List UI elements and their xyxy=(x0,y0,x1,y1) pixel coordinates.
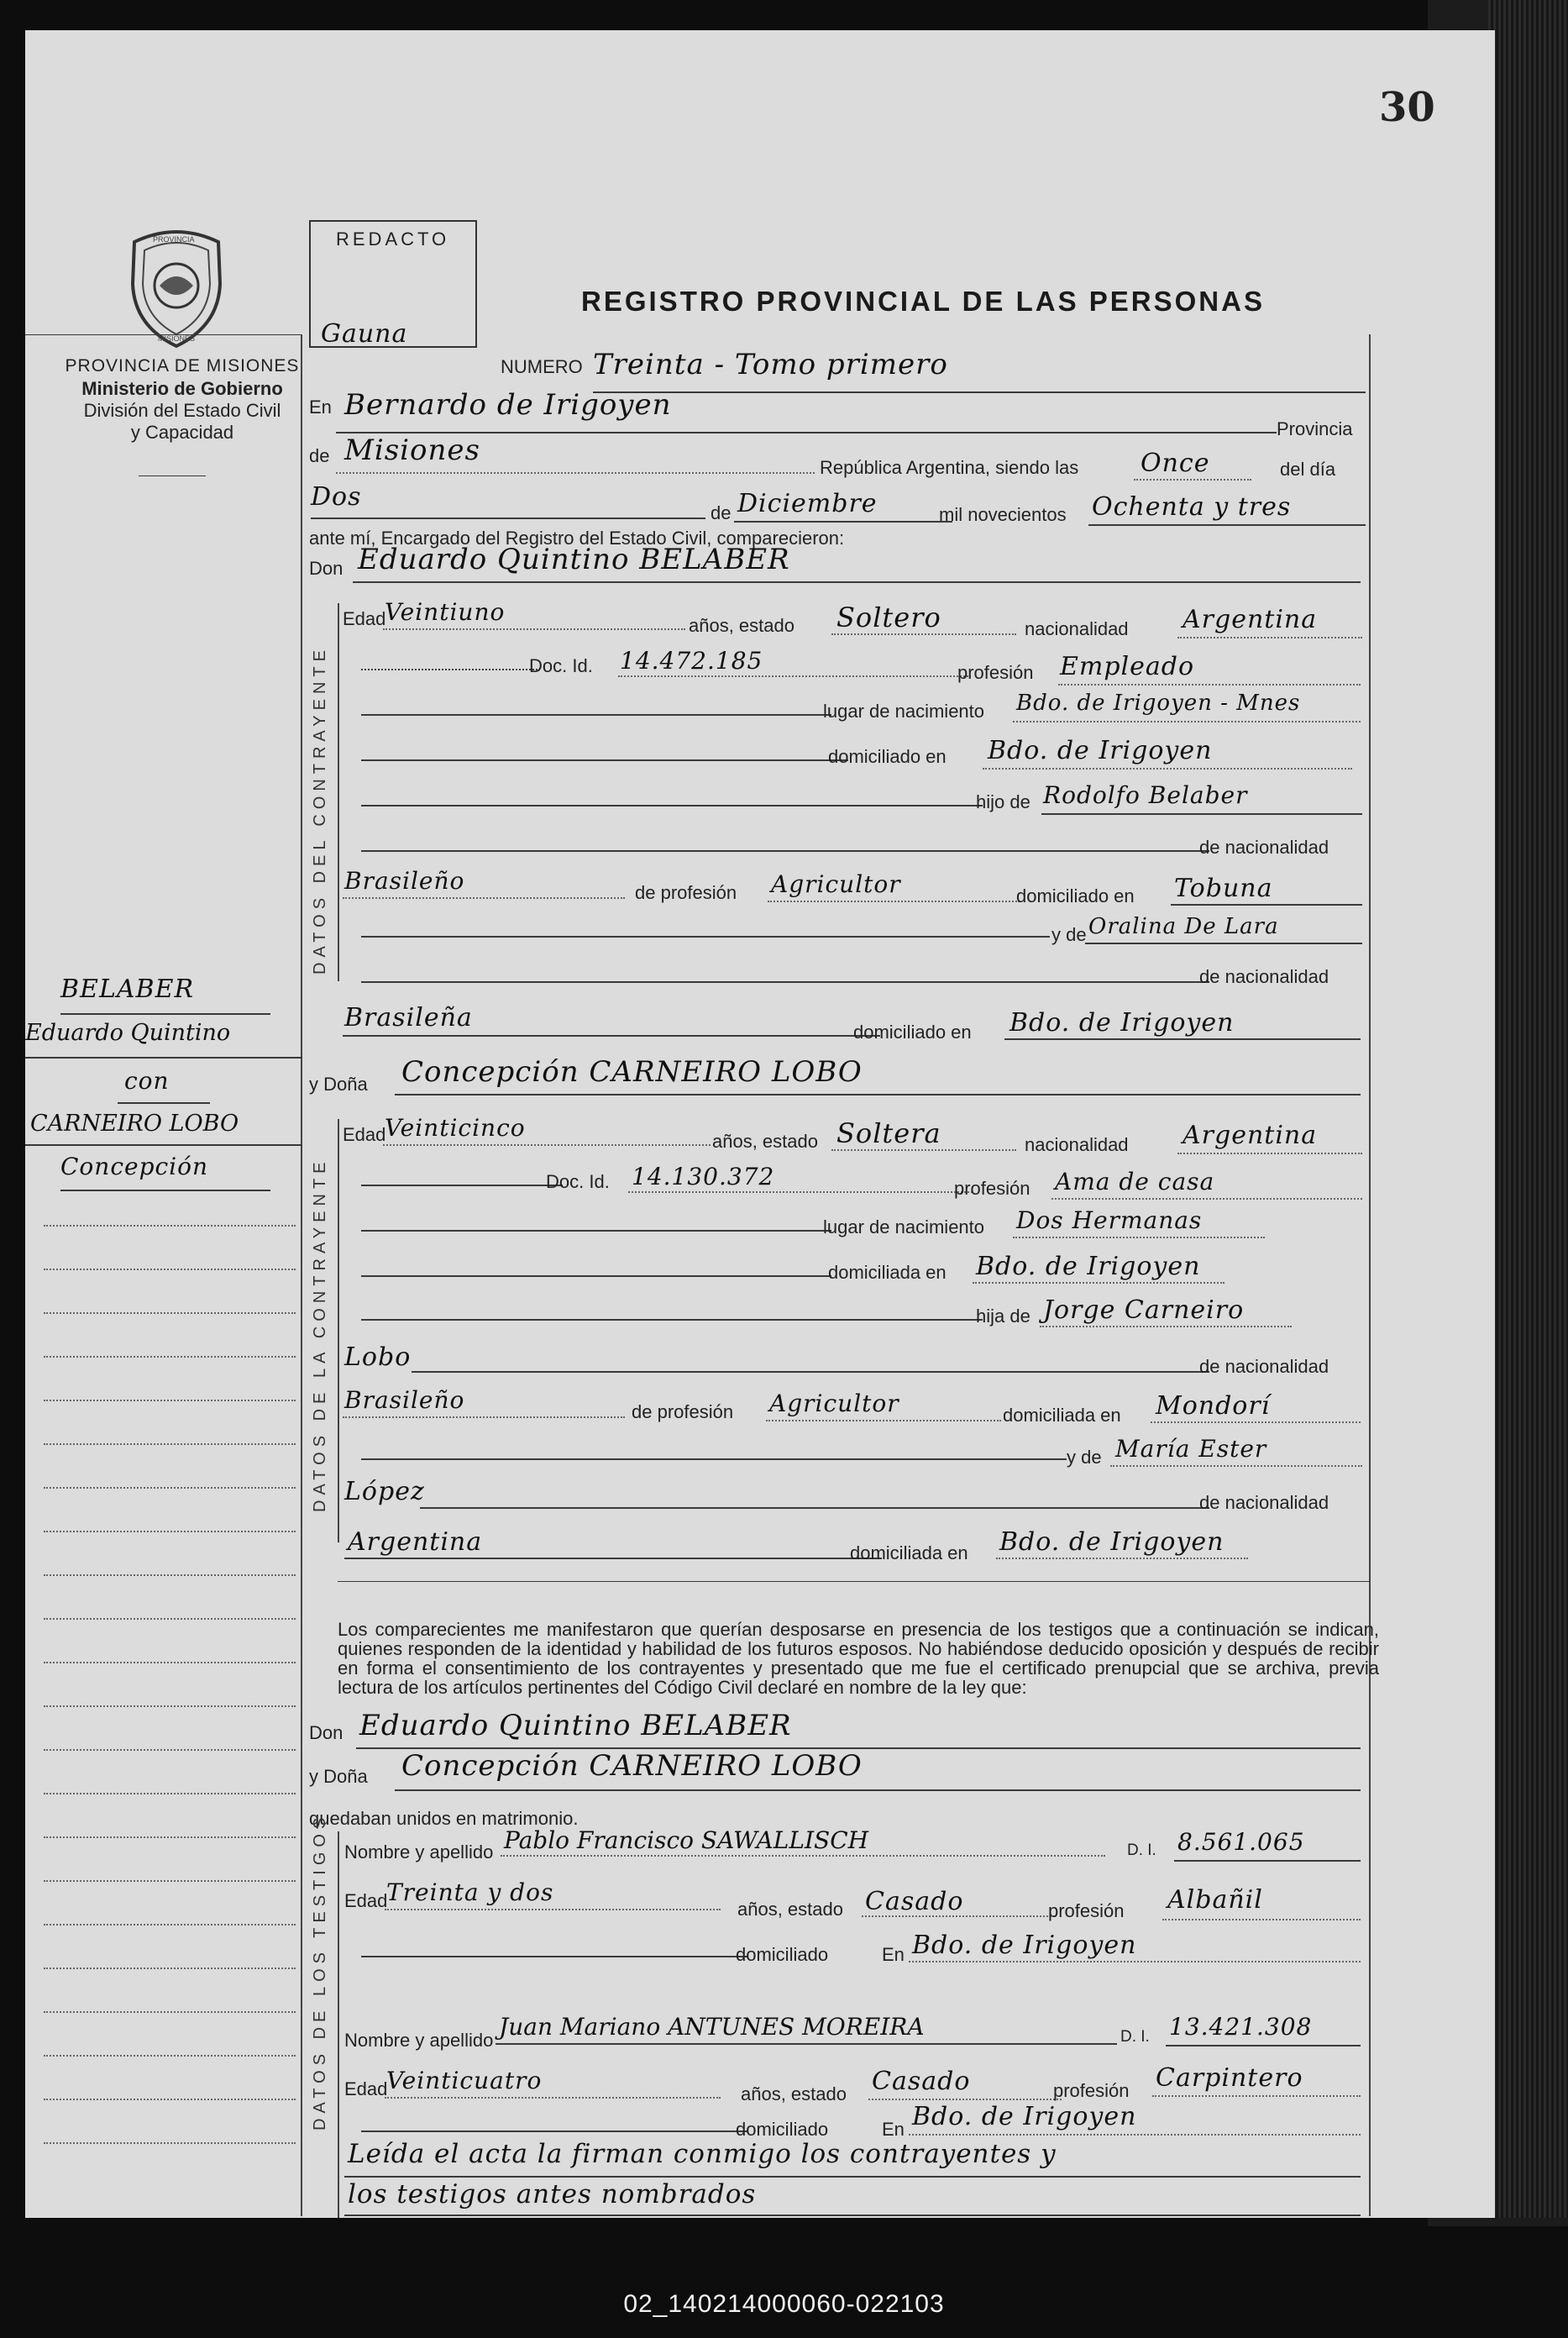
bride-padre-domicilio: Mondorí xyxy=(1156,1391,1271,1421)
bride-edad: Veinticinco xyxy=(385,1114,526,1142)
margin-dot-6 xyxy=(44,1443,296,1445)
margin-dot-9 xyxy=(44,1574,296,1576)
book-cover-edge xyxy=(1488,0,1568,2218)
margin-dot-2 xyxy=(44,1269,296,1270)
decl-groom: Eduardo Quintino BELABER xyxy=(359,1709,792,1742)
profesion-label-4: profesión xyxy=(1053,2080,1130,2101)
de-nacionalidad-label-4: de nacionalidad xyxy=(1199,1492,1329,1513)
margin-line-4 xyxy=(25,1144,302,1146)
bride-padre-nac-line xyxy=(343,1416,625,1418)
domiciliada-en-label-3: domiciliada en xyxy=(850,1542,968,1563)
closing-line-2: los testigos antes nombrados xyxy=(348,2179,757,2209)
bride-domicilio: Bdo. de Irigoyen xyxy=(976,1252,1201,1281)
de-mes-label: de xyxy=(711,502,732,523)
provincial-seal xyxy=(118,225,235,351)
witness2-dom-pre xyxy=(361,2130,747,2132)
edad-label-3: Edad xyxy=(344,1890,388,1911)
groom-padre-nacionalidad: Brasileño xyxy=(344,867,465,895)
stamp-signature: Gauna xyxy=(321,319,408,349)
groom-padre-nac-line xyxy=(343,897,625,899)
decl-bride: Concepción CARNEIRO LOBO xyxy=(401,1749,863,1783)
margin-line-5 xyxy=(60,1190,270,1191)
domiciliado-en-label: domiciliado en xyxy=(828,746,947,767)
witness1-nombre: Pablo Francisco SAWALLISCH xyxy=(504,1826,869,1854)
seal-bottom-text: MISIONES xyxy=(158,334,196,343)
margin-note-line-2: Eduardo Quintino xyxy=(25,1020,231,1046)
margin-dot-20 xyxy=(44,2055,296,2057)
numero-label: NUMERO xyxy=(501,356,583,377)
groom-lugar-nacimiento: Bdo. de Irigoyen - Mnes xyxy=(1016,691,1301,716)
bride-profesion-line xyxy=(1051,1198,1362,1200)
y-de-label: y de xyxy=(1051,924,1087,945)
margin-dot-3 xyxy=(44,1312,296,1314)
witness1-edad-line xyxy=(385,1909,721,1910)
y-dona-label-2: y Doña xyxy=(309,1766,368,1787)
witness2-domicilio: Bdo. de Irigoyen xyxy=(912,2102,1137,2131)
bride-madre-domicilio: Bdo. de Irigoyen xyxy=(999,1527,1225,1557)
witness2-estado-line xyxy=(868,2099,1062,2100)
hora-line xyxy=(1134,479,1251,481)
groom-lugar-pre xyxy=(361,714,831,716)
groom-padre-domicilio: Tobuna xyxy=(1174,874,1273,903)
acta-numero: Treinta - Tomo primero xyxy=(593,348,948,381)
bride-doc-pre xyxy=(361,1185,563,1186)
witness2-nombre: Juan Mariano ANTUNES MOREIRA xyxy=(499,2013,925,2041)
en-label: En xyxy=(309,397,332,418)
ante-text: ante mí, Encargado del Registro del Estado Civil, comparecieron: xyxy=(309,528,845,549)
de-profesion-label-2: de profesión xyxy=(632,1401,734,1422)
de-label: de xyxy=(309,445,330,466)
office-line-3: División del Estado Civil xyxy=(83,400,281,421)
header-rule xyxy=(25,334,301,335)
bride-nombre: Concepción CARNEIRO LOBO xyxy=(401,1055,863,1089)
witness1-profesion: Albañil xyxy=(1167,1885,1263,1915)
witness2-nombre-line xyxy=(496,2043,1117,2045)
bride-hija-pre xyxy=(361,1319,983,1321)
bride-edad-line xyxy=(383,1144,711,1146)
nombre-apellido-label-2: Nombre y apellido xyxy=(344,2030,494,2051)
margin-dot-4 xyxy=(44,1356,296,1358)
bride-padre-cont: Lobo xyxy=(344,1342,412,1372)
groom-estado-line xyxy=(831,633,1016,635)
groom-hijo-pre xyxy=(361,805,983,806)
edad-label: Edad xyxy=(343,608,386,629)
groom-madre-nac-pre xyxy=(361,981,1209,983)
witness1-domicilio: Bdo. de Irigoyen xyxy=(912,1931,1137,1960)
anos-estado-label: años, estado xyxy=(689,615,794,636)
groom-madre-domicilio: Bdo. de Irigoyen xyxy=(1009,1008,1235,1038)
bride-madre-nacionalidad: Argentina xyxy=(348,1527,483,1557)
margin-dot-21 xyxy=(44,2099,296,2100)
provincia-label: Provincia xyxy=(1277,418,1353,439)
groom-side-label: DATOS DEL CONTRAYENTE xyxy=(311,645,329,975)
bride-lugar-pre xyxy=(361,1230,831,1232)
anos-estado-label-3: años, estado xyxy=(737,1899,843,1920)
margin-dot-22 xyxy=(44,2142,296,2144)
di-label: D. I. xyxy=(1127,1842,1156,1859)
groom-bracket xyxy=(338,603,339,981)
groom-profesion-line xyxy=(1058,684,1361,686)
groom-nacionalidad: Argentina xyxy=(1183,605,1318,634)
groom-madre-nac-line xyxy=(343,1035,880,1037)
decl-bride-line xyxy=(395,1789,1361,1791)
margin-dot-19 xyxy=(44,2011,296,2013)
margin-note-line-4: CARNEIRO LOBO xyxy=(30,1111,239,1137)
acta-localidad: Bernardo de Irigoyen xyxy=(344,388,672,422)
anos-estado-label-2: años, estado xyxy=(712,1131,818,1152)
margin-dot-1 xyxy=(44,1225,296,1227)
nombre-apellido-label: Nombre y apellido xyxy=(344,1842,494,1863)
witness1-edad: Treinta y dos xyxy=(386,1878,554,1906)
groom-profesion: Empleado xyxy=(1060,652,1195,681)
acta-mes: Diciembre xyxy=(737,489,878,518)
witness-side-label: DATOS DE LOS TESTIGOS xyxy=(311,1812,329,2130)
bride-nacionalidad: Argentina xyxy=(1183,1121,1318,1150)
acta-hora: Once xyxy=(1141,449,1210,478)
y-de-label-2: y de xyxy=(1067,1447,1102,1468)
margin-dot-15 xyxy=(44,1836,296,1838)
bride-block-bottom xyxy=(338,1581,1371,1582)
groom-domicilio: Bdo. de Irigoyen xyxy=(988,736,1213,765)
profesion-label: profesión xyxy=(957,662,1034,683)
margin-dot-13 xyxy=(44,1749,296,1751)
witness1-dom-pre xyxy=(361,1956,747,1957)
del-dia-label: del día xyxy=(1280,459,1336,480)
edad-label-4: Edad xyxy=(344,2078,388,2099)
domiciliada-en-label-2: domiciliada en xyxy=(1003,1405,1121,1426)
groom-doc: 14.472.185 xyxy=(620,647,763,675)
groom-nombre: Eduardo Quintino BELABER xyxy=(358,543,790,576)
seal-top-text: PROVINCIA xyxy=(153,235,195,244)
footer-code: 02_140214000060-022103 xyxy=(623,2290,945,2318)
bride-padre: Jorge Carneiro xyxy=(1043,1295,1245,1325)
witness2-di-line xyxy=(1166,2045,1361,2046)
acta-provincia: Misiones xyxy=(344,433,480,467)
domiciliado-label-2: domiciliado xyxy=(736,2119,829,2140)
provincia-line xyxy=(336,472,815,474)
witness2-domicilio-line xyxy=(909,2134,1361,2136)
witness1-estado: Casado xyxy=(865,1887,964,1916)
bride-lugar-nacimiento: Dos Hermanas xyxy=(1016,1206,1203,1234)
bride-doc: 14.130.372 xyxy=(632,1163,775,1190)
right-margin-rule xyxy=(1369,334,1371,2216)
bride-padre-dom-line xyxy=(1151,1421,1361,1423)
don-label-2: Don xyxy=(309,1722,343,1743)
page-number: 30 xyxy=(1379,84,1435,131)
hija-de-label: hija de xyxy=(976,1306,1030,1327)
nacionalidad-label: nacionalidad xyxy=(1025,618,1129,639)
margin-dot-14 xyxy=(44,1793,296,1794)
de-nacionalidad-label: de nacionalidad xyxy=(1199,837,1329,858)
margin-note-line-3: con xyxy=(124,1067,170,1095)
de-profesion-label: de profesión xyxy=(635,882,737,903)
header-title: REGISTRO PROVINCIAL DE LAS PERSONAS xyxy=(581,286,1265,317)
margin-dot-18 xyxy=(44,1968,296,1969)
witness2-estado: Casado xyxy=(872,2067,971,2096)
bride-domicilio-line xyxy=(973,1282,1225,1284)
profesion-label-3: profesión xyxy=(1048,1900,1125,1921)
nacionalidad-label-2: nacionalidad xyxy=(1025,1134,1129,1155)
witness2-edad-line xyxy=(385,2097,721,2099)
numero-line xyxy=(593,391,1366,393)
bride-madre-pre xyxy=(361,1458,1067,1460)
groom-padre: Rodolfo Belaber xyxy=(1043,781,1248,809)
margin-dot-16 xyxy=(44,1880,296,1882)
don-label: Don xyxy=(309,558,343,579)
bride-profesion: Ama de casa xyxy=(1055,1168,1215,1195)
anos-estado-label-4: años, estado xyxy=(741,2083,847,2104)
bride-padre-nacionalidad: Brasileño xyxy=(344,1386,465,1414)
left-margin-rule xyxy=(301,334,302,2216)
bride-bracket xyxy=(338,1119,339,1542)
margin-dot-12 xyxy=(44,1705,296,1707)
bride-estado-line xyxy=(831,1149,1016,1151)
declaration-text: Los comparecientes me manifestaron que querían desposarse en presencia de los testigos que a continuación se indican, quienes responden de la identidad y habilidad de los futuros esposos. No habiéndose deducido oposición y después de recibir en forma el consentimiento de los contrayentes y presentado que me fue el certificado prenupcial que se archiva, previa lectura de los artículos pertinentes del Código Civil declaré en nombre de la ley que: xyxy=(338,1619,1379,1698)
witness-bracket xyxy=(338,1831,339,2218)
margin-note-line-1: BELABER xyxy=(60,975,195,1004)
margin-dot-10 xyxy=(44,1618,296,1620)
groom-padre-line xyxy=(1041,813,1362,815)
domiciliada-en-label: domiciliada en xyxy=(828,1262,947,1283)
bride-madre-cont-line xyxy=(420,1507,1209,1509)
closing-line-1: Leída el acta la firman conmigo los contrayentes y xyxy=(348,2139,1057,2169)
mes-line xyxy=(734,521,952,523)
margin-dot-17 xyxy=(44,1924,296,1926)
witness2-profesion-line xyxy=(1152,2095,1361,2097)
domiciliado-en-label-3: domiciliado en xyxy=(853,1022,972,1043)
bride-estado: Soltera xyxy=(836,1117,941,1149)
margin-line-2 xyxy=(25,1057,302,1059)
closing-underline-2 xyxy=(344,2215,1361,2216)
domiciliado-en-label-2: domiciliado en xyxy=(1016,885,1135,906)
bride-padre-line xyxy=(1040,1326,1292,1327)
bride-lugar-line xyxy=(1013,1237,1265,1238)
groom-padre-profesion: Agricultor xyxy=(771,870,901,898)
doc-label: Doc. Id. xyxy=(529,655,593,676)
groom-lugar-line xyxy=(1013,721,1361,722)
register-page xyxy=(25,30,1495,2218)
groom-dom-pre xyxy=(361,759,848,761)
republica-label: República Argentina, siendo las xyxy=(820,457,1079,478)
en-label-2: En xyxy=(882,1944,905,1965)
y-dona-label: y Doña xyxy=(309,1074,368,1095)
edad-label-2: Edad xyxy=(343,1124,386,1145)
bride-dom-pre xyxy=(361,1275,831,1277)
profesion-label-2: profesión xyxy=(954,1178,1030,1199)
acta-anio: Ochenta y tres xyxy=(1092,492,1292,522)
bride-padre-profesion: Agricultor xyxy=(769,1390,899,1417)
di-label-2: D. I. xyxy=(1120,2028,1150,2046)
groom-madre: Oralina De Lara xyxy=(1088,914,1279,939)
bride-side-label: DATOS DE LA CONTRAYENTE xyxy=(311,1157,329,1512)
witness1-profesion-line xyxy=(1162,1919,1361,1920)
office-line-4: y Capacidad xyxy=(130,422,234,443)
margin-dot-11 xyxy=(44,1662,296,1663)
anio-line xyxy=(1088,524,1366,526)
groom-nacionalidad-line xyxy=(1177,637,1362,638)
margin-dot-5 xyxy=(44,1400,296,1401)
witness1-nombre-line xyxy=(501,1855,1105,1857)
witness1-estado-line xyxy=(862,1915,1055,1917)
groom-madre-nacionalidad: Brasileña xyxy=(344,1003,473,1032)
office-divider xyxy=(139,475,206,476)
bride-madre-line xyxy=(1110,1465,1362,1467)
bride-nacionalidad-line xyxy=(1177,1153,1362,1154)
margin-note-line-5: Concepción xyxy=(60,1153,209,1180)
margin-dot-8 xyxy=(44,1531,296,1532)
groom-doc-pre xyxy=(361,669,538,670)
de-nacionalidad-label-3: de nacionalidad xyxy=(1199,1356,1329,1377)
groom-madre-dom-line xyxy=(1004,1038,1361,1040)
groom-edad-line xyxy=(383,628,685,630)
office-line-1: PROVINCIA DE MISIONES xyxy=(65,356,300,376)
bride-madre-nac-line xyxy=(344,1558,882,1559)
witness2-di: 13.421.308 xyxy=(1169,2013,1313,2041)
witness1-domicilio-line xyxy=(909,1961,1361,1962)
groom-madre-line xyxy=(1085,943,1362,944)
bride-nombre-line xyxy=(395,1094,1361,1095)
office-line-2: Ministerio de Gobierno xyxy=(81,378,283,399)
bride-padre-prof-line xyxy=(766,1420,1001,1421)
mil-label: mil novecientos xyxy=(939,504,1067,525)
groom-doc-line xyxy=(618,675,971,677)
groom-estado: Soltero xyxy=(836,602,941,633)
dia-line xyxy=(311,518,705,519)
groom-nac-pre xyxy=(361,850,1209,852)
acta-dia: Dos xyxy=(311,482,362,512)
lugar-nac-label-2: lugar de nacimiento xyxy=(823,1216,985,1237)
margin-line-3 xyxy=(118,1102,210,1104)
witness1-di-line xyxy=(1174,1860,1361,1862)
doc-label-2: Doc. Id. xyxy=(546,1171,610,1192)
lugar-nac-label: lugar de nacimiento xyxy=(823,701,985,722)
closing-underline-1 xyxy=(344,2176,1361,2178)
groom-padre-dom-line xyxy=(1171,904,1362,906)
hijo-de-label: hijo de xyxy=(976,791,1030,812)
bride-madre-cont: López xyxy=(344,1477,425,1506)
groom-madre-pre xyxy=(361,936,1050,938)
bride-padre-cont-line xyxy=(412,1371,1209,1373)
margin-line-1 xyxy=(60,1013,270,1015)
de-nacionalidad-label-2: de nacionalidad xyxy=(1199,966,1329,987)
bride-madre-dom-line xyxy=(996,1558,1248,1559)
groom-domicilio-line xyxy=(983,768,1352,770)
margin-dot-7 xyxy=(44,1487,296,1489)
groom-padre-prof-line xyxy=(768,901,1020,902)
domiciliado-label: domiciliado xyxy=(736,1944,829,1965)
stamp-label: REDACTO xyxy=(336,229,450,250)
witness1-di: 8.561.065 xyxy=(1177,1828,1305,1856)
bride-doc-line xyxy=(628,1191,973,1193)
en-label-3: En xyxy=(882,2119,905,2140)
quedaban-text: quedaban unidos en matrimonio. xyxy=(309,1808,579,1829)
witness2-edad: Veinticuatro xyxy=(386,2067,543,2094)
groom-nombre-line xyxy=(353,581,1361,583)
witness2-profesion: Carpintero xyxy=(1156,2063,1303,2093)
bride-madre: María Ester xyxy=(1115,1435,1267,1463)
groom-edad: Veintiuno xyxy=(385,598,506,626)
